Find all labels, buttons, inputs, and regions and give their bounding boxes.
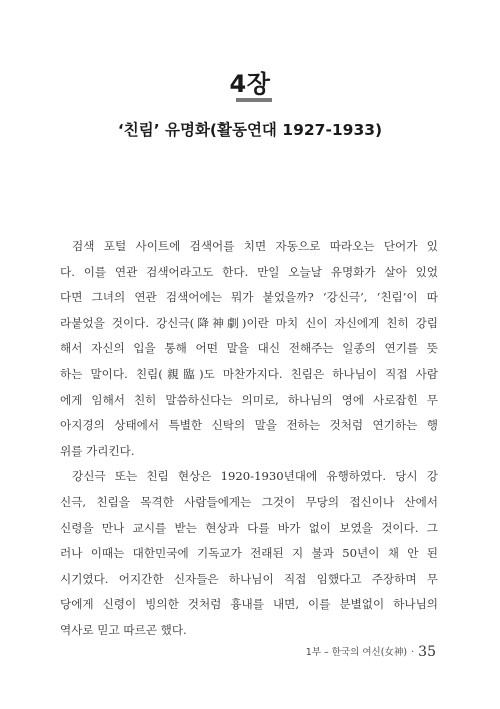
text-line: 시기였다. 어지간한 신자들은 하나님이 직접 임했다고 주장하며 무 [60, 571, 438, 586]
chapter-number: 4장 [229, 70, 271, 98]
text-line: 강신극 또는 친림 현상은 1920-1930년대에 유행하였다. 당시 강 [72, 469, 438, 484]
text-line: 해서 자신의 입을 통해 어떤 말을 대신 전해주는 일종의 연기를 뜻 [60, 341, 438, 356]
text-line: 신령을 만나 교시를 받는 현상과 다를 바가 없이 보였을 것이다. 그 [60, 520, 438, 535]
text-line: 다면 그녀의 연관 검색어에는 뭐가 붙었을까? ‘강신극’, ‘친림’이 따 [60, 290, 438, 305]
page-number: 35 [418, 644, 436, 660]
chapter-divider [236, 98, 272, 102]
text-line: 아지경의 상태에서 특별한 신탁의 말을 전하는 것처럼 연기하는 행 [60, 418, 438, 433]
footer-separator: · [411, 647, 415, 658]
page-footer [306, 644, 436, 660]
text-line: 러나 이때는 대한민국에 기독교가 전래된 지 불과 50년이 채 안 된 [60, 546, 438, 561]
chapter-title: ‘친림’ 유명화(활동연대 1927-1933) [117, 121, 383, 139]
body-text [60, 234, 438, 644]
text-line: 다. 이를 연관 검색어라고도 한다. 만일 오늘날 유명화가 살아 있었 [60, 264, 438, 279]
running-footer-title: 1부 – 한국의 여신(女神) [305, 647, 408, 658]
text-line: 하는 말이다. 친림(親臨)도 마찬가지다. 친림은 하나님이 직접 사람 [60, 366, 438, 381]
text-line: 위를 가리킨다. [60, 443, 135, 458]
text-line: 역사로 믿고 따르곤 했다. [60, 622, 187, 637]
text-line: 신극, 친림을 목격한 사람들에게는 그것이 무당의 접신이나 산에서 [60, 494, 438, 509]
text-line: 당에게 신령이 빙의한 것처럼 흉내를 내면, 이를 분별없이 하나님의 [60, 597, 438, 612]
text-line: 에게 임해서 친히 말씀하신다는 의미로, 하나님의 영에 사로잡힌 무 [60, 392, 438, 407]
text-line: 라붙었을 것이다. 강신극(降神劇)이란 마치 신이 자신에게 친히 강림 [60, 315, 438, 330]
text-line: 검색 포털 사이트에 검색어를 치면 자동으로 따라오는 단어가 있 [72, 239, 438, 253]
